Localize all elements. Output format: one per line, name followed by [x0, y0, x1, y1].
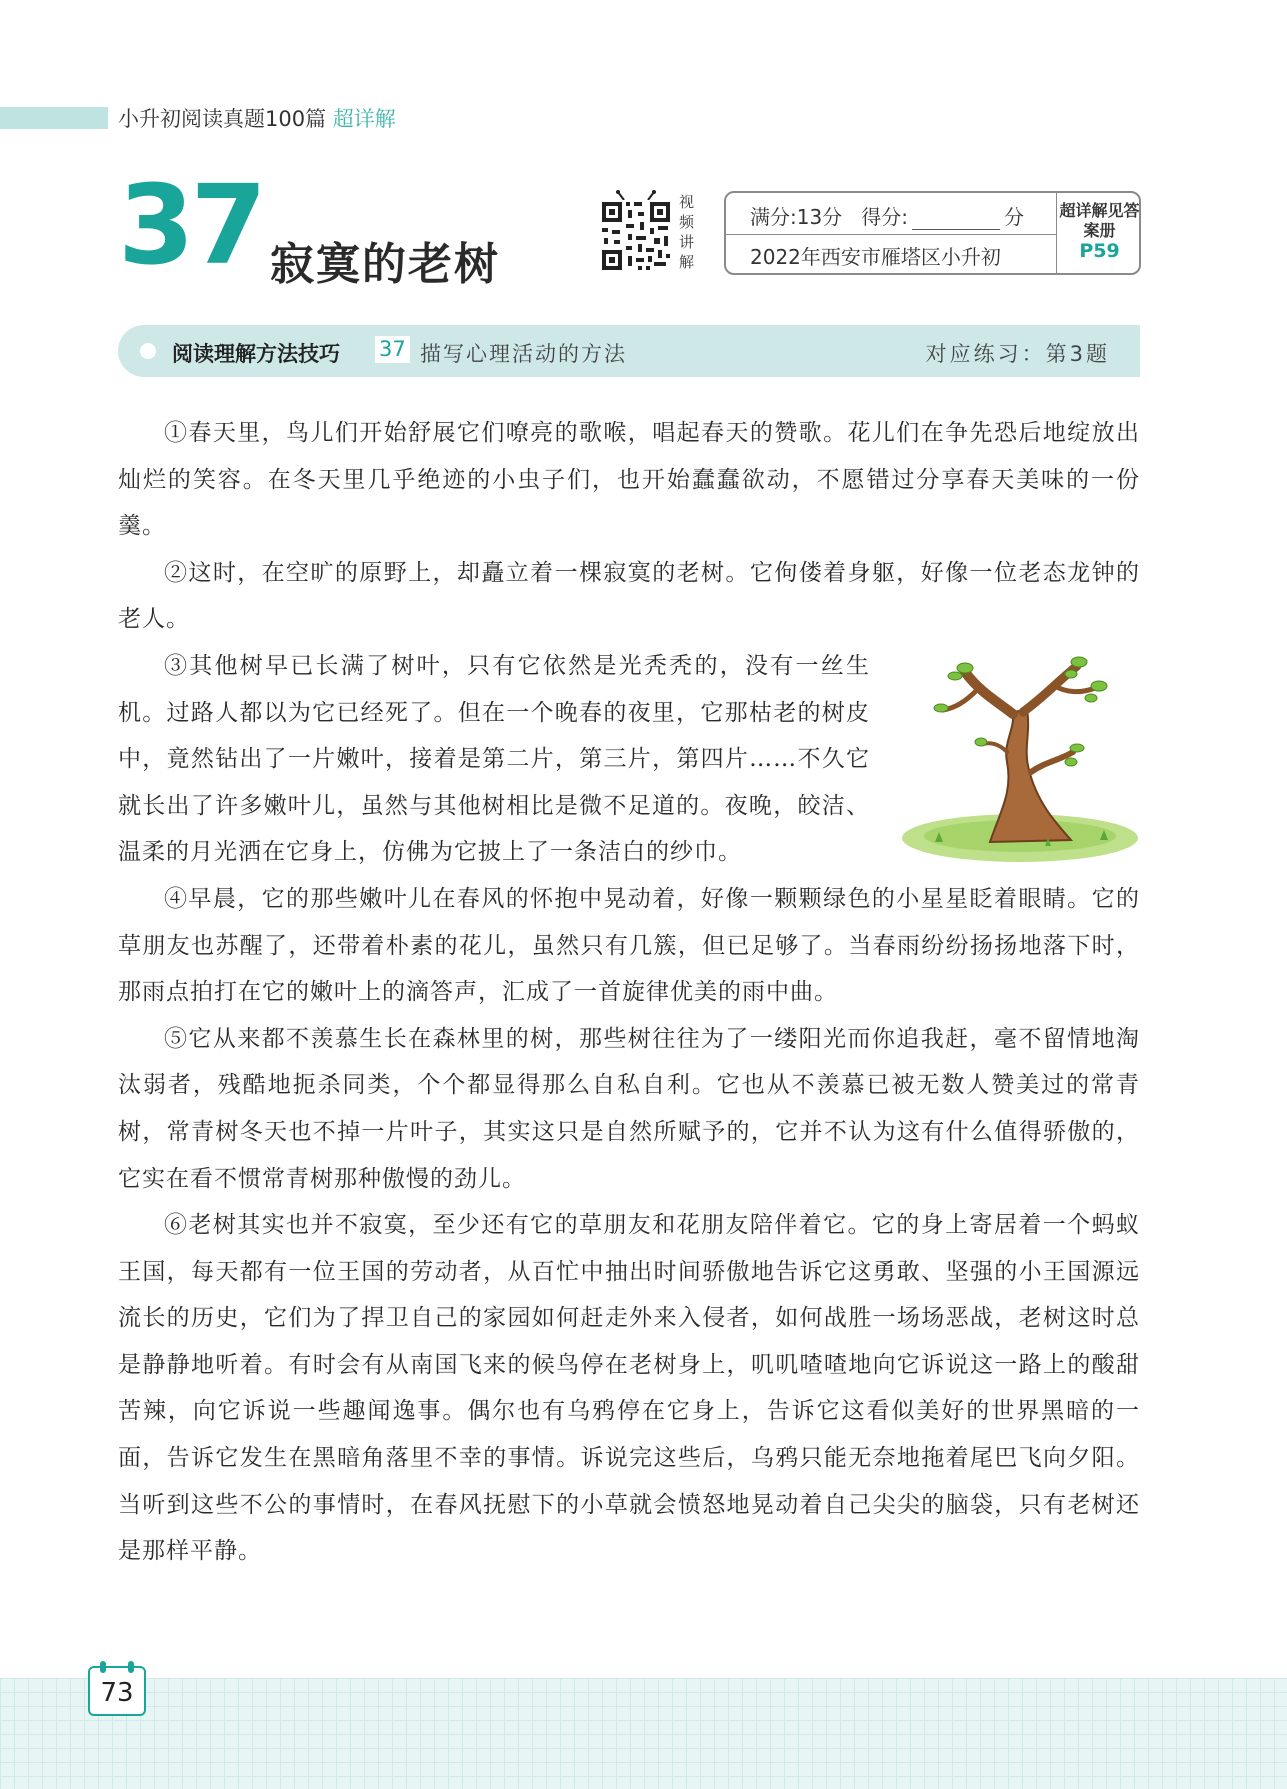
score-label: 得分: — [861, 205, 909, 229]
lesson-title: 寂寞的老树 — [270, 239, 500, 290]
lesson-number: 37 — [118, 161, 264, 289]
divider — [726, 234, 1056, 235]
series-title: 小升初阅读真题100篇 — [118, 107, 327, 131]
score-line — [750, 201, 1024, 230]
bullet-dot — [140, 343, 156, 359]
paragraph: ⑤它从来都不羡慕生长在森林里的树，那些树往往为了一缕阳光而你追我赶，毫不留情地淘汰弱者，残酷地扼杀同类，个个都显得那么自私自利。它也从不羡慕已被无数人赞美过的常青树，常青树冬天也不掉一片叶子，其实这只是自然所赋予的，它并不认为这有什么值得骄傲的，它实在看不惯常青树那种傲慢的劲儿。 — [118, 1025, 1140, 1192]
method-bar — [118, 325, 1140, 377]
score-box — [724, 191, 1141, 275]
full-score: 满分:13分 — [750, 205, 843, 229]
paragraph: ①春天里，鸟儿们开始舒展它们嘹亮的歌喉，唱起春天的赞歌。花儿们在争先恐后地绽放出灿烂的笑容。在冬天里几乎绝迹的小虫子们，也开始蠢蠢欲动，不愿错过分享春天美味的一份羹。 — [118, 420, 1140, 540]
practice-ref: 对应练习：第3题 — [925, 342, 1110, 366]
exam-source: 2022年西安市雁塔区小升初 — [750, 245, 1001, 269]
score-unit: 分 — [1004, 205, 1025, 229]
series-header — [118, 103, 396, 133]
method-number: 37 — [375, 336, 410, 363]
calendar-page-icon — [100, 1661, 106, 1673]
header-accent-bar — [0, 107, 108, 129]
paragraph: ⑥老树其实也并不寂寞，至少还有它的草朋友和花朋友陪伴着它。它的身上寄居着一个蚂蚁王国，每天都有一位王国的劳动者，从百忙中抽出时间骄傲地告诉它这勇敢、坚强的小王国源远流长的历史，它们为了捍卫自己的家园如何赶走外来入侵者，如何战胜一场场恶战，老树这时总是静静地听着。有时会有从南国飞来的候鸟停在老树身上，叽叽喳喳地向它诉说这一路上的酸甜苦辣，向它诉说一些趣闻逸事。偶尔也有乌鸦停在它身上，告诉它这看似美好的世界黑暗的一面，告诉它发生在黑暗角落里不幸的事情。诉说完这些后，乌鸦只能无奈地拖着尾巴飞向夕阳。当听到这些不公的事情时，在春风抚慰下的小草就会愤怒地晃动着自己尖尖的脑袋，只有老树还是那样平静。 — [118, 1212, 1140, 1565]
qr-code-icon[interactable] — [598, 190, 674, 274]
calendar-page-icon — [128, 1661, 134, 1673]
divider — [1056, 193, 1057, 273]
tree-illustration — [895, 652, 1140, 870]
paragraph: ②这时，在空旷的原野上，却矗立着一棵寂寞的老树。它佝偻着身躯，好像一位老态龙钟的老人。 — [118, 559, 1140, 633]
method-label: 阅读理解方法技巧 — [172, 342, 340, 366]
footer-grid — [0, 1678, 1287, 1789]
paragraph: ④早晨，它的那些嫩叶儿在春风的怀抱中晃动着，好像一颗颗绿色的小星星眨着眼睛。它的草朋友也苏醒了，还带着朴素的花儿，虽然只有几簇，但已足够了。当春雨纷纷扬扬地落下时，那雨点拍打在它的嫩叶上的滴答声，汇成了一首旋律优美的雨中曲。 — [118, 885, 1140, 1006]
paragraph: ③其他树早已长满了树叶，只有它依然是光秃秃的，没有一丝生机。过路人都以为它已经死了。但在一个晚春的夜里，它那枯老的树皮中，竟然钻出了一片嫩叶，接着是第二片，第三片，第四片……不久它就长出了许多嫩叶儿，虽然与其他树相比是微不足道的。夜晚，皎洁、温柔的月光洒在它身上，仿佛为它披上了一条洁白的纱巾。 — [118, 652, 870, 866]
method-name: 描写心理活动的方法 — [420, 342, 627, 366]
answer-ref — [1058, 201, 1141, 261]
answer-note: 超详解见答案册 — [1059, 201, 1140, 240]
answer-page: P59 — [1079, 240, 1120, 262]
qr-label: 视频讲解 — [679, 193, 695, 271]
page-number-text: 73 — [100, 1678, 134, 1708]
score-blank[interactable] — [912, 209, 1000, 230]
article-body — [118, 410, 1140, 1575]
series-highlight: 超详解 — [332, 107, 396, 131]
page-number — [88, 1666, 146, 1716]
